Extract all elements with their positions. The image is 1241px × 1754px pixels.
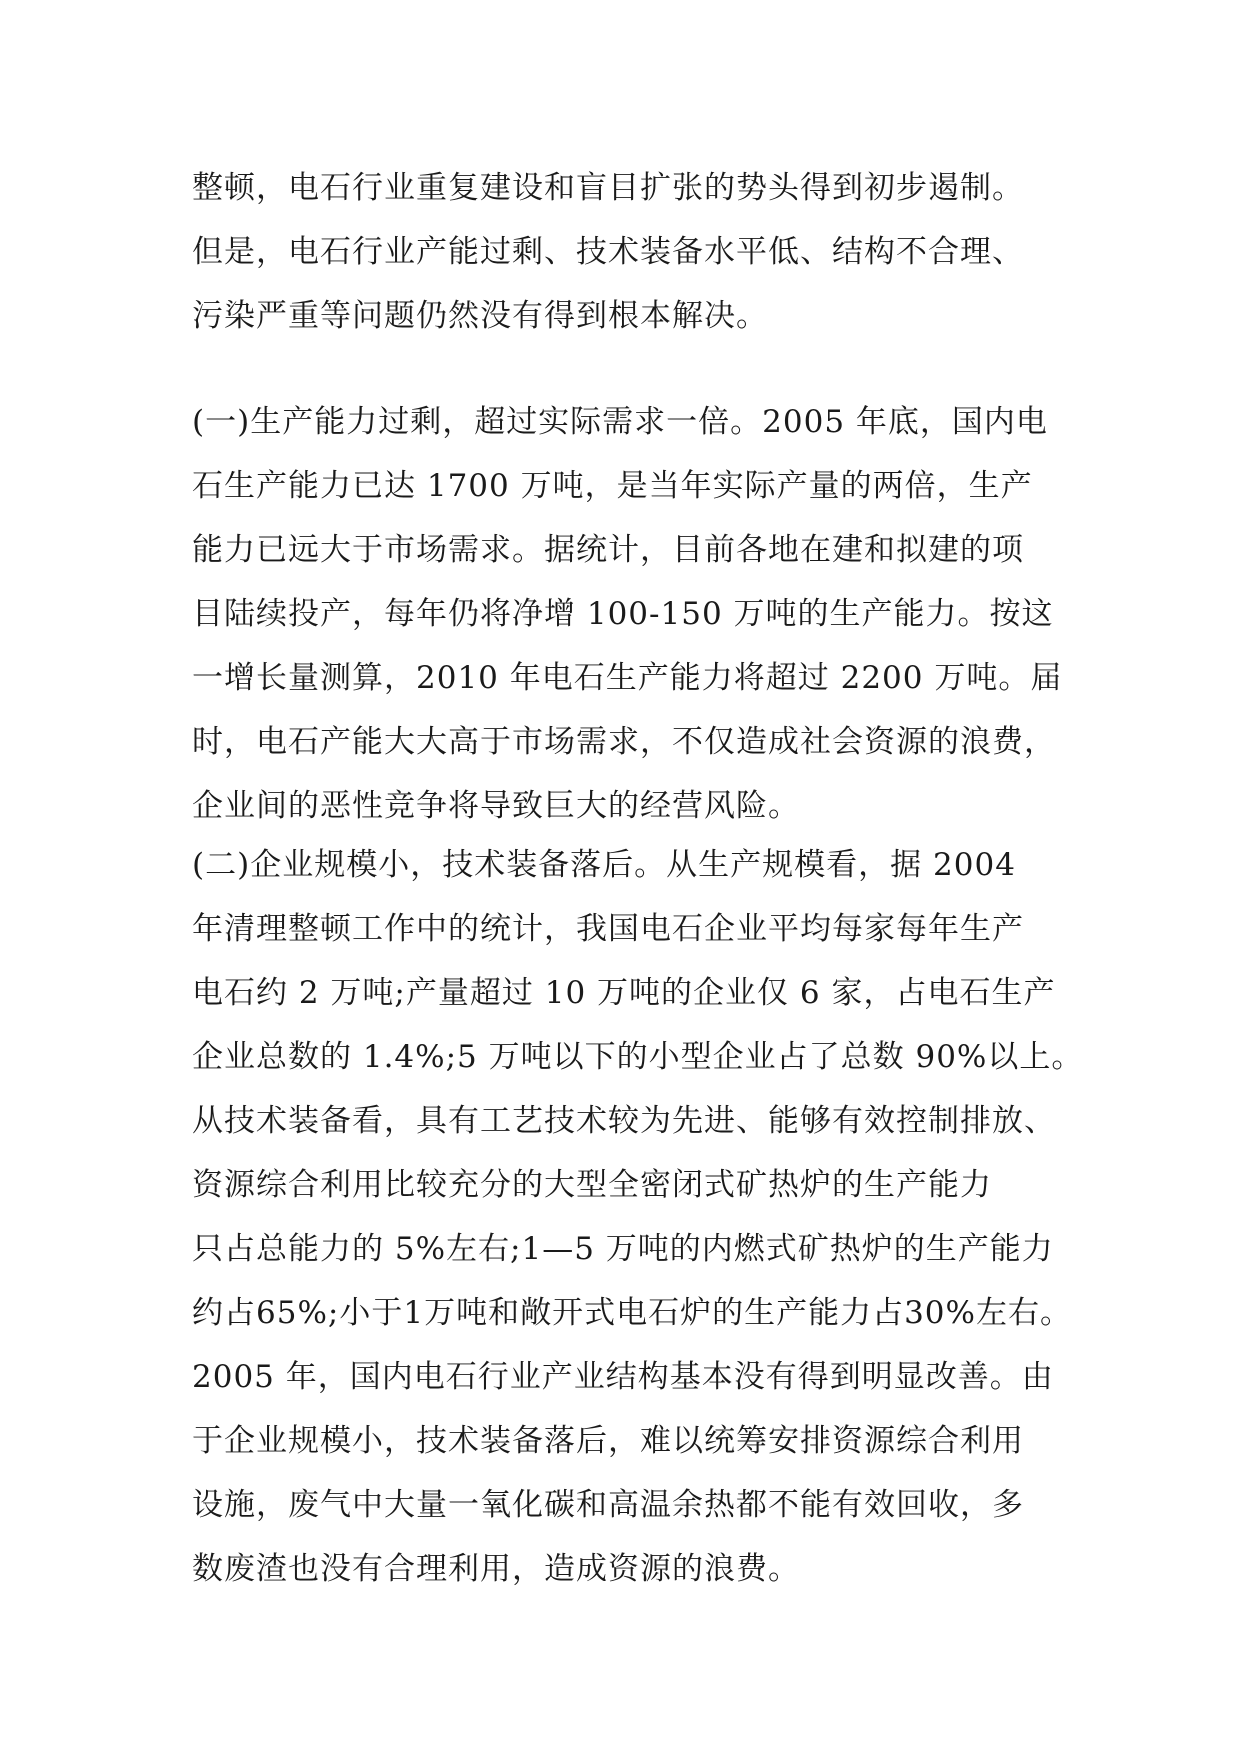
paragraph-line: 时，电石产能大大高于市场需求，不仅造成社会资源的浪费， <box>192 724 1056 760</box>
paragraph-line: 资源综合利用比较充分的大型全密闭式矿热炉的生产能力 <box>192 1167 992 1203</box>
paragraph-line: 石生产能力已达 1700 万吨，是当年实际产量的两倍，生产 <box>192 468 1033 504</box>
paragraph-line: 一增长量测算，2010 年电石生产能力将超过 2200 万吨。届 <box>192 660 1063 696</box>
paragraph-line: 数废渣也没有合理利用，造成资源的浪费。 <box>192 1551 800 1587</box>
paragraph-line: 2005 年，国内电石行业产业结构基本没有得到明显改善。由 <box>192 1359 1054 1395</box>
paragraph-line: 电石约 2 万吨;产量超过 10 万吨的企业仅 6 家，占电石生产 <box>192 975 1056 1011</box>
paragraph-2 <box>192 390 1072 838</box>
paragraph-1 <box>192 156 1072 348</box>
paragraph-line: 能力已远大于市场需求。据统计，目前各地在建和拟建的项 <box>192 532 1024 568</box>
paragraph-line: 于企业规模小，技术装备落后，难以统筹安排资源综合利用 <box>192 1423 1024 1459</box>
paragraph-line: (二)企业规模小，技术装备落后。从生产规模看，据 2004 <box>192 847 1016 883</box>
paragraph-line: 约占65%;小于1万吨和敞开式电石炉的生产能力占30%左右。 <box>192 1295 1072 1331</box>
paragraph-line: (一)生产能力过剩，超过实际需求一倍。2005 年底，国内电 <box>192 404 1048 440</box>
paragraph-line: 只占总能力的 5%左右;1—5 万吨的内燃式矿热炉的生产能力 <box>192 1231 1054 1267</box>
paragraph-line: 整顿，电石行业重复建设和盲目扩张的势头得到初步遏制。 <box>192 170 1024 206</box>
paragraph-line: 设施，废气中大量一氧化碳和高温余热都不能有效回收，多 <box>192 1487 1024 1523</box>
paragraph-line: 企业总数的 1.4%;5 万吨以下的小型企业占了总数 90%以上。 <box>192 1039 1084 1075</box>
paragraph-line: 污染严重等问题仍然没有得到根本解决。 <box>192 298 768 334</box>
paragraph-line: 目陆续投产，每年仍将净增 100-150 万吨的生产能力。按这 <box>192 596 1054 632</box>
paragraph-line: 企业间的恶性竞争将导致巨大的经营风险。 <box>192 788 800 824</box>
paragraph-line: 从技术装备看，具有工艺技术较为先进、能够有效控制排放、 <box>192 1103 1056 1139</box>
paragraph-3 <box>192 833 1084 1601</box>
paragraph-line: 但是，电石行业产能过剩、技术装备水平低、结构不合理、 <box>192 234 1024 270</box>
paragraph-line: 年清理整顿工作中的统计，我国电石企业平均每家每年生产 <box>192 911 1024 947</box>
